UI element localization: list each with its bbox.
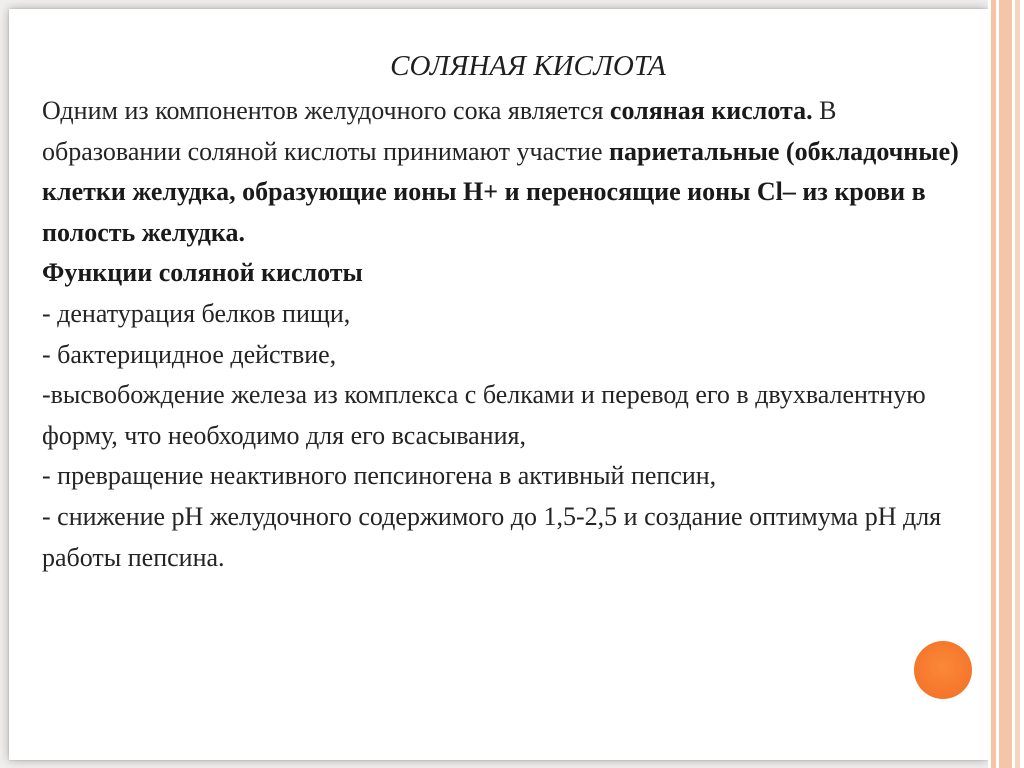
intro-text-2: В образовании соляной кислоты принимают участие <box>42 96 837 166</box>
slide-title: СОЛЯНАЯ КИСЛОТА <box>390 50 666 82</box>
slide-body <box>42 91 982 578</box>
function-item: - снижение pH желудочного содержимого до 1,5-2,5 и создание оптимума pH для работы пепсина. <box>42 501 942 572</box>
intro-paragraph <box>42 91 982 253</box>
intro-bold-2: париетальные (обкладочные) клетки желудка, образующие ионы Н+ и переносящие ионы Cl– из крови в полость желудка. <box>42 136 959 247</box>
function-item: -высвобождение железа из комплекса с белками и перевод его в двухвалентную форму, что необходимо для его всасывания, <box>42 380 926 450</box>
intro-text-1: Одним из компонентов желудочного сока является <box>42 96 610 125</box>
intro-bold-1: соляная кислота. <box>609 96 813 125</box>
function-item: - бактерицидное действие, <box>42 339 337 369</box>
decorative-stripes <box>988 0 1024 768</box>
function-item: - денатурация белков пищи, <box>42 298 351 328</box>
functions-heading: Функции соляной кислоты <box>42 258 363 288</box>
orange-circle-decoration <box>914 641 972 699</box>
function-item: - превращение неактивного пепсиногена в активный пепсин, <box>42 461 717 491</box>
